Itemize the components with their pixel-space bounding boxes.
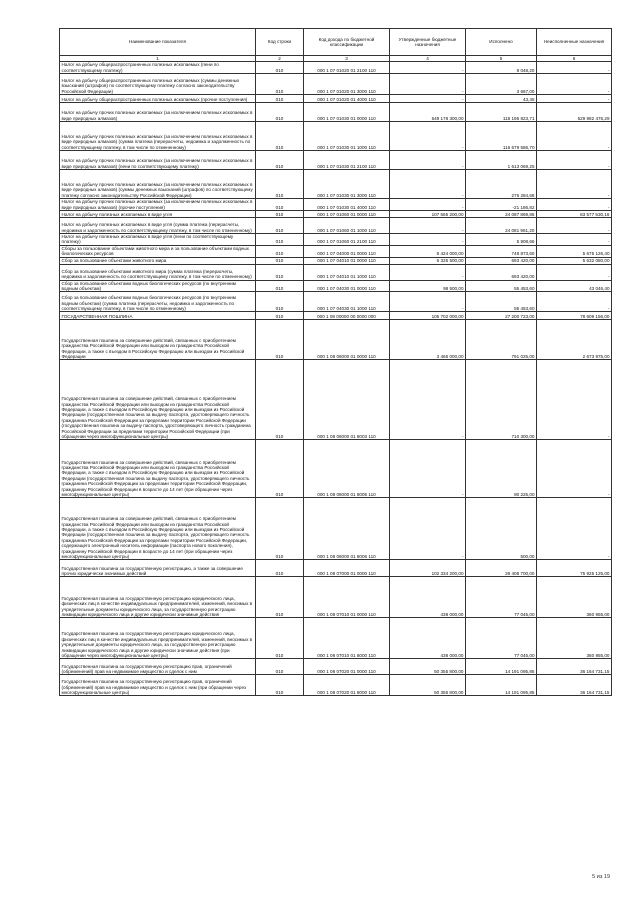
cell-left: - <box>537 264 612 280</box>
cell-plan: 102 334 200,00 <box>390 560 466 577</box>
cell-bk: 000 1 08 06000 01 8005 110 <box>304 440 390 498</box>
cell-bk: 000 1 07 01030 01 3000 110 <box>304 170 390 199</box>
cell-code: 010 <box>256 675 304 696</box>
cell-bk: 000 1 07 01030 01 1000 110 <box>304 122 390 151</box>
cell-done: 14 191 095,85 <box>466 659 537 675</box>
cell-done: 693 420,00 <box>466 257 537 264</box>
cell-plan: 6 424 000,00 <box>390 245 466 257</box>
cell-left: - <box>537 498 612 560</box>
cell-bk: 000 1 07 04000 01 0000 110 <box>304 245 390 257</box>
column-number: 2 <box>256 56 304 62</box>
cell-code: 010 <box>256 264 304 280</box>
cell-name: Государственная пошлина за государственную регистрацию юридического лица, физических лиц в качестве индивидуальных предпринимателей, изменений, вносимых в учредительные документы юридического лица, за государственную регистрацию ликвидации юридического лица и другие юридически значимые действия (при обращении через многофункциональные центры) <box>60 618 256 659</box>
cell-code: 010 <box>256 245 304 257</box>
cell-left: 83 577 530,16 <box>537 211 612 218</box>
cell-bk: 000 1 07 01060 01 2100 110 <box>304 234 390 246</box>
column-header-approved: Утвержденные бюджетные назначения <box>390 29 466 56</box>
cell-code: 010 <box>256 659 304 675</box>
cell-left: 360 955,00 <box>537 618 612 659</box>
cell-left: - <box>537 218 612 234</box>
cell-code: 010 <box>256 211 304 218</box>
cell-bk: 000 1 07 01020 01 2100 110 <box>304 62 390 74</box>
cell-name: Сборы за пользование объектами животного мира и за пользование объектами водных биологических ресурсов <box>60 245 256 257</box>
cell-code: 010 <box>256 292 304 312</box>
table-row <box>60 234 612 246</box>
column-header-name: Наименование показателя <box>60 29 256 56</box>
cell-bk: 000 1 07 04010 01 0000 110 <box>304 257 390 264</box>
cell-plan: - <box>390 151 466 170</box>
page-number: 5 из 19 <box>592 874 610 880</box>
cell-name: Государственная пошлина за совершение действий, связанных с приобретением гражданства Российской Федерации или выходом из гражданства Российской Федерации, а также с въездом в Российскую Федерацию или выездом из Российской Федерации <box>60 320 256 360</box>
cell-bk: 000 1 07 01030 01 2100 110 <box>304 151 390 170</box>
table-row <box>60 199 612 211</box>
cell-name: Сбор за пользование объектами животного мира <box>60 257 256 264</box>
column-header-unexecuted: Неисполненные назначения <box>537 29 612 56</box>
table-row <box>60 498 612 560</box>
cell-name: Государственная пошлина за совершение действий, связанных с приобретением гражданства Российской Федерации или выходом из гражданства Российской Федерации, а также с въездом в Российскую Федерацию или выездом из Российской Федерации (государственная пошлина за выдачу паспорта, удостоверяющего личность гражданина Российской Федерации за пределами территории Российской Федерации, содержащего электронный носитель информации (паспорта нового поколения), гражданину Российской Федерации в возрасте до 14 лет (при обращении через многофункциональные центры) <box>60 498 256 560</box>
cell-done: 693 420,00 <box>466 264 537 280</box>
cell-done: 27 200 723,00 <box>466 312 537 320</box>
cell-done: 43,45 <box>466 95 537 103</box>
cell-done: 8 048,20 <box>466 62 537 74</box>
cell-code: 010 <box>256 257 304 264</box>
cell-done: 24 081 961,20 <box>466 218 537 234</box>
cell-plan: - <box>390 498 466 560</box>
table-row <box>60 264 612 280</box>
cell-name: Налог на добычу полезных ископаемых в виде угля <box>60 211 256 218</box>
cell-plan: 438 000,00 <box>390 618 466 659</box>
cell-bk: 000 1 07 01020 01 4000 110 <box>304 95 390 103</box>
cell-plan: - <box>390 170 466 199</box>
cell-code: 010 <box>256 103 304 122</box>
cell-bk: 000 1 08 06000 01 8006 110 <box>304 498 390 560</box>
cell-code: 010 <box>256 199 304 211</box>
table-row <box>60 74 612 95</box>
cell-left: - <box>537 95 612 103</box>
cell-done: 14 191 095,85 <box>466 675 537 696</box>
cell-bk: 000 1 08 06000 01 0000 110 <box>304 320 390 360</box>
cell-bk: 000 1 08 07020 01 0000 110 <box>304 659 390 675</box>
cell-plan: - <box>390 292 466 312</box>
cell-code: 010 <box>256 151 304 170</box>
cell-plan: - <box>390 440 466 498</box>
cell-bk: 000 1 08 06000 01 8003 110 <box>304 360 390 440</box>
cell-name: Налог на добычу полезных ископаемых в виде угля (пени по соответствующему платежу) <box>60 234 256 246</box>
table-row <box>60 103 612 122</box>
cell-plan: 105 702 000,00 <box>390 312 466 320</box>
cell-code: 010 <box>256 95 304 103</box>
cell-done: 1 613 069,25 <box>466 151 537 170</box>
cell-plan: - <box>390 74 466 95</box>
cell-bk: 000 1 07 04030 01 0000 110 <box>304 280 390 292</box>
cell-code: 010 <box>256 618 304 659</box>
cell-plan: - <box>390 360 466 440</box>
table-row <box>60 312 612 320</box>
cell-done: 116 679 586,70 <box>466 122 537 151</box>
cell-name: Государственная пошлина за государственную регистрацию прав, ограничений (обременений) прав на недвижимое имущество и сделок с ним <box>60 659 256 675</box>
cell-name: Государственная пошлина за государственную регистрацию, а также за совершение прочих юридически значимых действий <box>60 560 256 577</box>
table-row <box>60 170 612 199</box>
cell-done: 791 025,00 <box>466 320 537 360</box>
cell-done: 80 225,00 <box>466 440 537 498</box>
cell-plan: 6 325 500,00 <box>390 257 466 264</box>
cell-left: 360 955,00 <box>537 577 612 618</box>
cell-left: - <box>537 170 612 199</box>
cell-done: 26 408 700,00 <box>466 560 537 577</box>
column-number: 6 <box>537 56 612 62</box>
cell-name: Сбор за пользование объектами животного мира (сумма платежа (перерасчеты, недоимка и задолженность по соответствующему платежу, в том числе по отмененному) <box>60 264 256 280</box>
cell-bk: 000 1 08 07020 01 8000 110 <box>304 675 390 696</box>
table-row <box>60 577 612 618</box>
table-body <box>60 62 612 696</box>
column-header-executed: Исполнено <box>466 29 537 56</box>
cell-code: 010 <box>256 560 304 577</box>
cell-done: -21 186,82 <box>466 199 537 211</box>
cell-done: 77 045,00 <box>466 618 537 659</box>
column-number: 3 <box>304 56 390 62</box>
cell-plan: 98 500,00 <box>390 280 466 292</box>
cell-done: 748 873,60 <box>466 245 537 257</box>
column-number: 1 <box>60 56 256 62</box>
cell-plan: - <box>390 122 466 151</box>
column-header-line-code: Код строки <box>256 29 304 56</box>
cell-left: - <box>537 234 612 246</box>
cell-left: 43 046,40 <box>537 280 612 292</box>
cell-plan: - <box>390 95 466 103</box>
cell-bk: 000 1 08 07000 01 0000 110 <box>304 560 390 577</box>
cell-plan: 649 178 300,00 <box>390 103 466 122</box>
table-row <box>60 560 612 577</box>
cell-plan: - <box>390 234 466 246</box>
cell-name: Государственная пошлина за государственную регистрацию юридического лица, физических лиц в качестве индивидуальных предпринимателей, изменений, вносимых в учредительные документы юридического лица, за государственную регистрацию ликвидации юридического лица и другие юридически значимые действия <box>60 577 256 618</box>
cell-bk: 000 1 07 01020 01 3000 110 <box>304 74 390 95</box>
cell-plan: 50 355 800,00 <box>390 675 466 696</box>
table-row <box>60 280 612 292</box>
table-row <box>60 360 612 440</box>
cell-left: 36 164 731,15 <box>537 675 612 696</box>
cell-code: 010 <box>256 320 304 360</box>
cell-name: Государственная пошлина за совершение действий, связанных с приобретением гражданства Российской Федерации или выходом из гражданства Российской Федерации, а также с въездом в Российскую Федерацию или выездом из Российской Федерации (государственная пошлина за выдачу паспорта, удостоверяющего личность гражданина Российской Федерации за пределами территории Российской Федерации, гражданину Российской Федерации в возрасте до 14 лет (при обращении через многофункциональные центры) <box>60 440 256 498</box>
cell-left: 75 925 125,00 <box>537 560 612 577</box>
cell-code: 010 <box>256 312 304 320</box>
cell-code: 010 <box>256 218 304 234</box>
cell-code: 010 <box>256 122 304 151</box>
cell-done: 5 908,66 <box>466 234 537 246</box>
cell-bk: 000 1 08 00000 00 0000 000 <box>304 312 390 320</box>
table-header-row <box>60 29 612 56</box>
table-row <box>60 257 612 264</box>
table-row <box>60 440 612 498</box>
cell-done: 710 300,00 <box>466 360 537 440</box>
cell-bk: 000 1 07 01060 01 1000 110 <box>304 218 390 234</box>
table-row <box>60 218 612 234</box>
cell-left: - <box>537 62 612 74</box>
cell-done: 118 195 823,71 <box>466 103 537 122</box>
cell-code: 010 <box>256 440 304 498</box>
cell-name: ГОСУДАРСТВЕННАЯ ПОШЛИНА <box>60 312 256 320</box>
cell-left: - <box>537 440 612 498</box>
cell-name: Налог на добычу общераспространенных полезных ископаемых (пени по соответствующему платежу) <box>60 62 256 74</box>
cell-name: Сбор за пользование объектами водных биологических ресурсов (по внутренним водным объектам) <box>60 280 256 292</box>
cell-plan: - <box>390 264 466 280</box>
table-row <box>60 675 612 696</box>
cell-plan: 3 465 000,00 <box>390 320 466 360</box>
cell-code: 010 <box>256 498 304 560</box>
cell-name: Налог на добычу прочих полезных ископаемых (за исключением полезных ископаемых в виде природных алмазов) (пени по соответствующему платежу) <box>60 151 256 170</box>
table-row <box>60 151 612 170</box>
cell-code: 010 <box>256 170 304 199</box>
cell-name: Налог на добычу прочих полезных ископаемых (за исключением полезных ископаемых в виде природных алмазов) <box>60 103 256 122</box>
cell-name: Налог на добычу прочих полезных ископаемых (за исключением полезных ископаемых в виде природных алмазов) (прочие поступления) <box>60 199 256 211</box>
cell-left: 5 632 080,00 <box>537 257 612 264</box>
cell-plan: - <box>390 199 466 211</box>
cell-left: 78 609 156,00 <box>537 312 612 320</box>
cell-left: - <box>537 151 612 170</box>
cell-name: Налог на добычу прочих полезных ископаемых (за исключением полезных ископаемых в виде природных алмазов) (сумма платежа (перерасчеты, недоимка и задолженность по соответствующему платежу, в том числе по отмененному) <box>60 122 256 151</box>
table-row <box>60 292 612 312</box>
cell-code: 010 <box>256 74 304 95</box>
cell-bk: 000 1 07 01060 01 0000 110 <box>304 211 390 218</box>
table-row <box>60 62 612 74</box>
cell-left: 5 675 126,40 <box>537 245 612 257</box>
cell-done: 55 453,60 <box>466 280 537 292</box>
cell-bk: 000 1 07 01030 01 0000 110 <box>304 103 390 122</box>
cell-name: Государственная пошлина за государственную регистрацию прав, ограничений (обременений) прав на недвижимое имущество и сделок с ним (при обращении через многофункциональные центры) <box>60 675 256 696</box>
cell-bk: 000 1 08 07010 01 0000 110 <box>304 577 390 618</box>
cell-name: Налог на добычу прочих полезных ископаемых (за исключением полезных ископаемых в виде природных алмазов) (суммы денежных взысканий (штрафов) по соответствующему платежу согласно законодательству Российской Федерации) <box>60 170 256 199</box>
cell-left: - <box>537 292 612 312</box>
revenue-table <box>59 28 612 696</box>
cell-left: - <box>537 360 612 440</box>
cell-name: Налог на добычу полезных ископаемых в виде угля (сумма платежа (перерасчеты, недоимка и задолженность по соответствующему платежу, в том числе по отмененному) <box>60 218 256 234</box>
cell-left: - <box>537 74 612 95</box>
table-row <box>60 211 612 218</box>
cell-done: 3 667,00 <box>466 74 537 95</box>
cell-plan: 107 665 200,00 <box>390 211 466 218</box>
cell-plan: 50 355 800,00 <box>390 659 466 675</box>
cell-code: 010 <box>256 360 304 440</box>
column-number: 5 <box>466 56 537 62</box>
cell-done: 55 453,60 <box>466 292 537 312</box>
cell-left: - <box>537 122 612 151</box>
cell-done: 500,00 <box>466 498 537 560</box>
table-row <box>60 618 612 659</box>
cell-done: 24 087 869,86 <box>466 211 537 218</box>
cell-left: 2 673 975,00 <box>537 320 612 360</box>
cell-plan: - <box>390 62 466 74</box>
table-row <box>60 95 612 103</box>
cell-left: - <box>537 199 612 211</box>
table-row <box>60 122 612 151</box>
table-row <box>60 320 612 360</box>
cell-name: Сбор за пользование объектами водных биологических ресурсов (по внутренним водным объектам) (сумма платежа (перерасчеты, недоимка и задолженность по соответствующему платежу, в том числе по отмененному) <box>60 292 256 312</box>
cell-plan: - <box>390 218 466 234</box>
cell-bk: 000 1 07 01030 01 4000 110 <box>304 199 390 211</box>
cell-bk: 000 1 07 04010 01 1000 110 <box>304 264 390 280</box>
cell-done: 77 045,00 <box>466 577 537 618</box>
cell-bk: 000 1 07 04030 01 1000 110 <box>304 292 390 312</box>
cell-code: 010 <box>256 234 304 246</box>
cell-code: 010 <box>256 577 304 618</box>
cell-code: 010 <box>256 62 304 74</box>
column-number: 4 <box>390 56 466 62</box>
cell-name: Государственная пошлина за совершение действий, связанных с приобретением гражданства Российской Федерации или выходом из гражданства Российской Федерации, а также с въездом в Российскую Федерацию или выездом из Российской Федерации (государственная пошлина за выдачу паспорта, удостоверяющего личность гражданина Российской Федерации за пределами территории Российской Федерации (государственная пошлина за выдачу паспорта, удостоверяющего личность гражданина Российской Федерации за пределами территории Российской Федерации (при обращении через многофункциональные центры) <box>60 360 256 440</box>
budget-execution-sheet <box>59 28 611 696</box>
cell-name: Налог на добычу общераспространенных полезных ископаемых (прочие поступления) <box>60 95 256 103</box>
cell-done: 276 284,68 <box>466 170 537 199</box>
table-row <box>60 245 612 257</box>
cell-bk: 000 1 08 07010 01 8000 110 <box>304 618 390 659</box>
cell-plan: 438 000,00 <box>390 577 466 618</box>
table-row <box>60 659 612 675</box>
cell-code: 010 <box>256 280 304 292</box>
column-header-budget-code: Код дохода по бюджетной классификации <box>304 29 390 56</box>
cell-left: 529 982 476,29 <box>537 103 612 122</box>
cell-left: 36 164 731,15 <box>537 659 612 675</box>
cell-name: Налог на добычу общераспространенных полезных ископаемых (суммы денежных взысканий (штрафов) по соответствующему платежу согласно законодательству Российской Федерации) <box>60 74 256 95</box>
